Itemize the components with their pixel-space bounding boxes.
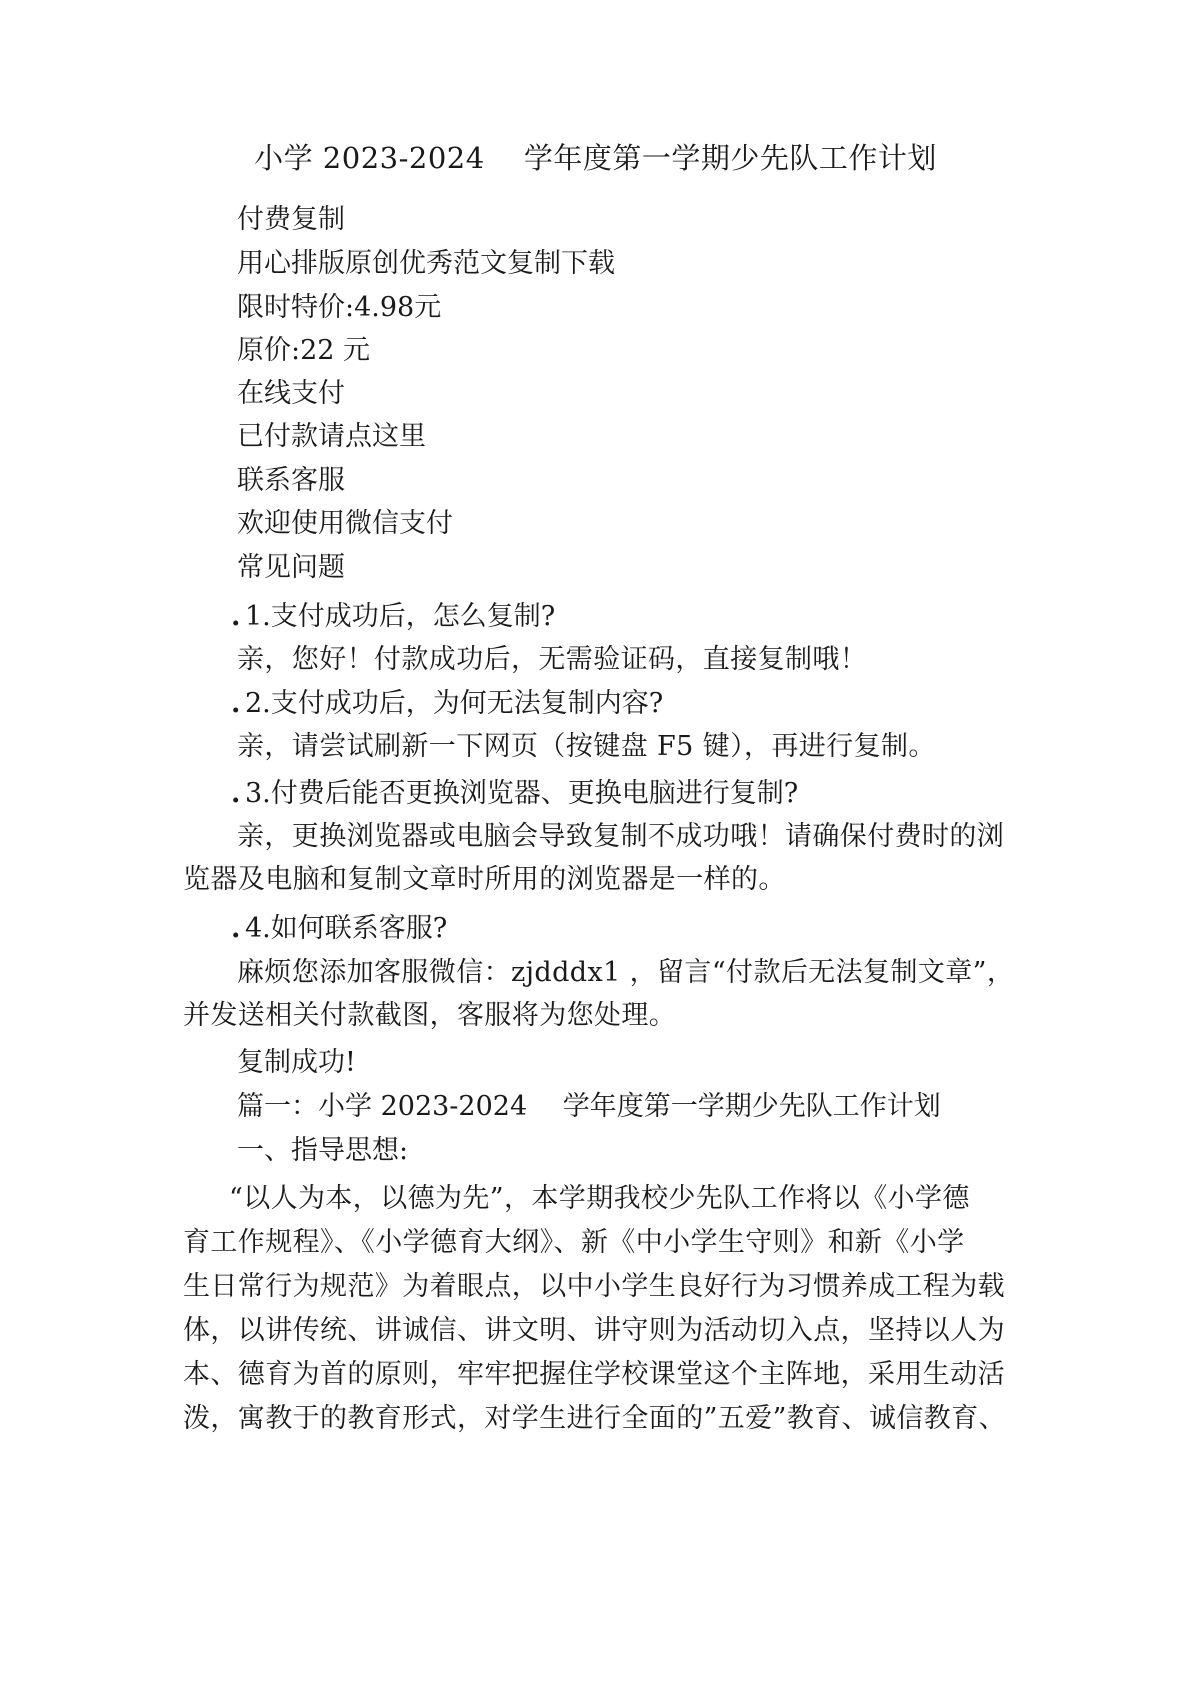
- contact-service-link[interactable]: 联系客服: [237, 465, 345, 496]
- faq-question-text: 1.支付成功后，怎么复制?: [245, 601, 556, 632]
- body-line-6: 泼，寓教于的教育形式，对学生进行全面的”五爱”教育、诚信教育、: [183, 1403, 1007, 1434]
- faq-answer-3-line-2: 览器及电脑和复制文章时所用的浏览器是一样的。: [183, 864, 786, 895]
- body-line-1: “以人为本，以德为先”，本学期我校少先队工作将以《小学德: [229, 1183, 970, 1214]
- sale-price: 限时特价:4.98元: [237, 292, 442, 323]
- faq-bullet: .: [231, 913, 241, 944]
- faq-answer-4-line-1: 麻烦您添加客服微信：zjdddx1 ，留言“付款后无法复制文章”，: [237, 957, 1015, 988]
- paid-copy-label[interactable]: 付费复制: [237, 204, 345, 235]
- copy-success-message: 复制成功!: [237, 1047, 356, 1078]
- body-line-5: 本、德育为首的原则，牢牢把握住学校课堂这个主阵地，采用生动活: [183, 1359, 1005, 1390]
- original-price: 原价:22 元: [237, 335, 371, 366]
- faq-question-text: 3.付费后能否更换浏览器、更换电脑进行复制?: [245, 778, 799, 809]
- section-heading: 一、指导思想:: [237, 1135, 409, 1166]
- faq-answer-2: 亲，请尝试刷新一下网页（按键盘 F5 键），再进行复制。: [237, 731, 936, 762]
- paid-click-here-link[interactable]: 已付款请点这里: [237, 421, 426, 452]
- faq-heading: 常见问题: [237, 552, 345, 583]
- online-pay-link[interactable]: 在线支付: [237, 378, 345, 409]
- faq-question-text: 2.支付成功后，为何无法复制内容?: [245, 688, 664, 719]
- faq-answer-3-line-1: 亲，更换浏览器或电脑会导致复制不成功哦！请确保付费时的浏: [237, 821, 1005, 852]
- faq-bullet: .: [231, 601, 241, 632]
- document-title: 小学 2023-2024 学年度第一学期少先队工作计划: [254, 141, 937, 175]
- wechat-pay-label: 欢迎使用微信支付: [237, 508, 453, 539]
- promo-tagline: 用心排版原创优秀范文复制下载: [237, 248, 615, 279]
- faq-question-2: [231, 684, 663, 724]
- body-line-4: 体，以讲传统、讲诚信、讲文明、讲守则为活动切入点，坚持以人为: [183, 1315, 1005, 1346]
- body-line-2: 育工作规程》、《小学德育大纲》、新《中小学生守则》和新《小学: [183, 1227, 965, 1258]
- body-line-3: 生日常行为规范》为着眼点，以中小学生良好行为习惯养成工程为载: [183, 1271, 1005, 1302]
- faq-answer-4-line-2: 并发送相关付款截图，客服将为您处理。: [183, 1000, 677, 1031]
- faq-question-3: [231, 774, 798, 814]
- faq-bullet: .: [231, 688, 241, 719]
- article-heading: 篇一：小学 2023-2024 学年度第一学期少先队工作计划: [237, 1091, 941, 1122]
- faq-question-text: 4.如何联系客服?: [245, 913, 448, 944]
- faq-question-4: [231, 909, 447, 949]
- faq-answer-1: 亲，您好！付款成功后，无需验证码，直接复制哦！: [237, 644, 868, 675]
- faq-question-1: [231, 597, 555, 637]
- faq-bullet: .: [231, 778, 241, 809]
